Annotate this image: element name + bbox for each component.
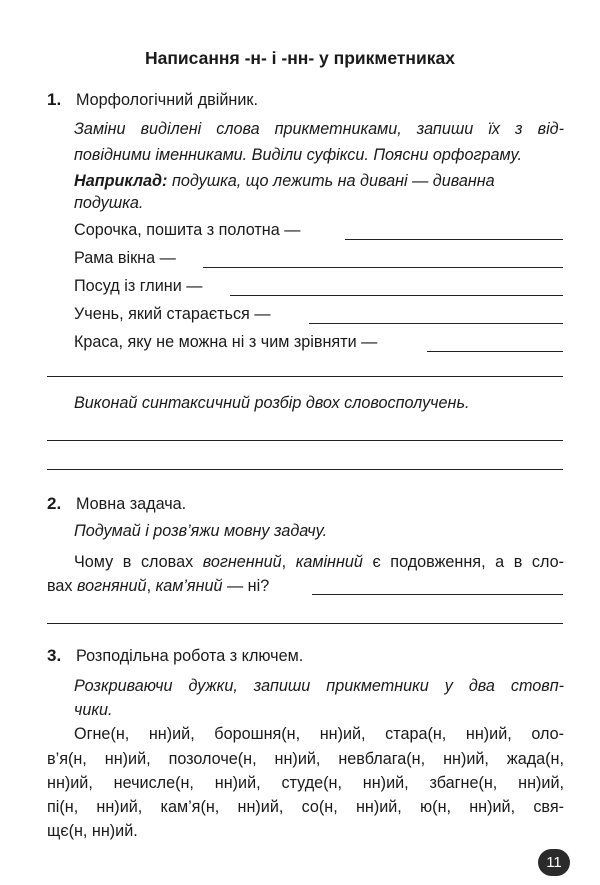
q-word-kamianyi: кам’яний: [155, 577, 223, 595]
answer-line-5[interactable]: [427, 351, 563, 352]
answer-line-1[interactable]: [345, 239, 563, 240]
task2-instruction: Подумай і розв’яжи мовну задачу.: [74, 522, 328, 540]
task3-words-line5: щє(н, нн)ий.: [47, 822, 138, 840]
q-text: Чому в словах: [74, 553, 194, 571]
example-text: подушка, що лежить на дивані — диванна: [171, 172, 495, 190]
task1-number: 1.: [47, 90, 62, 109]
task1-heading: Морфологічний двійник.: [76, 91, 258, 109]
page-title: Написання -н- і -нн- у прикметниках: [144, 48, 455, 68]
q-word-kaminnyi: камінний: [295, 553, 363, 571]
task2-number: 2.: [47, 494, 62, 513]
task1-item-4: Учень, який старається —: [74, 305, 271, 323]
answer-line-3[interactable]: [230, 295, 563, 296]
task3-instruction-line2: чики.: [74, 701, 113, 719]
answer-line-6[interactable]: [47, 376, 563, 377]
answer-line-2[interactable]: [203, 267, 563, 268]
q-word-vohnianyi: вогняний: [77, 577, 147, 595]
page-number-badge: 11: [538, 849, 570, 876]
task3-heading: Розподільна робота з ключем.: [76, 647, 304, 665]
task1-example-line1: [74, 172, 495, 191]
task3-words-line4: пі(н, нн)ий, кам’я(н, нн)ий, со(н, нн)ий, ю(н, нн)ий, свя-: [47, 798, 564, 816]
q-text: — ні?: [226, 577, 270, 595]
answer-line-7[interactable]: [47, 440, 563, 441]
q-comma: ,: [281, 553, 287, 571]
task1-instruction-line2: повідними іменниками. Виділи суфікси. Поясни орфограму.: [74, 146, 522, 164]
task1-item-1: Сорочка, пошита з полотна —: [74, 221, 301, 239]
task1-example-line2: подушка.: [74, 194, 144, 212]
answer-line-9[interactable]: [312, 594, 563, 595]
task3-instruction-line1: Розкриваючи дужки, запиши прикметники у два стовп-: [74, 677, 564, 695]
task1-instruction-line1: Заміни виділені слова прикметниками, запиши їх з від-: [74, 120, 564, 138]
task3-number: 3.: [47, 646, 62, 665]
task2-question-line2: [47, 577, 269, 596]
answer-line-8[interactable]: [47, 469, 563, 470]
task3-words-line3: нн)ий, нечисле(н, нн)ий, студе(н, нн)ий, збагне(н, нн)ий,: [47, 774, 564, 792]
answer-line-4[interactable]: [309, 323, 563, 324]
q-comma: ,: [146, 577, 152, 595]
task3-words-line2: в’я(н, нн)ий, позолоче(н, нн)ий, невблага(н, нн)ий, жада(н,: [47, 750, 564, 768]
q-word-vohnennyi: вогненний: [202, 553, 282, 571]
task1-item-2: Рама вікна —: [74, 249, 176, 267]
q-text: вах: [47, 577, 73, 595]
q-text: є подовження, а в сло-: [372, 553, 565, 571]
task1-item-5: Краса, яку не можна ні з чим зрівняти —: [74, 333, 378, 351]
task1-item-3: Посуд із глини —: [74, 277, 203, 295]
answer-line-10[interactable]: [47, 623, 563, 624]
task2-question-line1: [74, 553, 564, 572]
task1-syntax-instruction: Виконай синтаксичний розбір двох словосполучень.: [74, 394, 470, 412]
example-label: Наприклад:: [74, 172, 168, 190]
task3-words-line1: Огне(н, нн)ий, борошня(н, нн)ий, стара(н, нн)ий, оло-: [74, 725, 564, 743]
task2-heading: Мовна задача.: [76, 495, 187, 513]
